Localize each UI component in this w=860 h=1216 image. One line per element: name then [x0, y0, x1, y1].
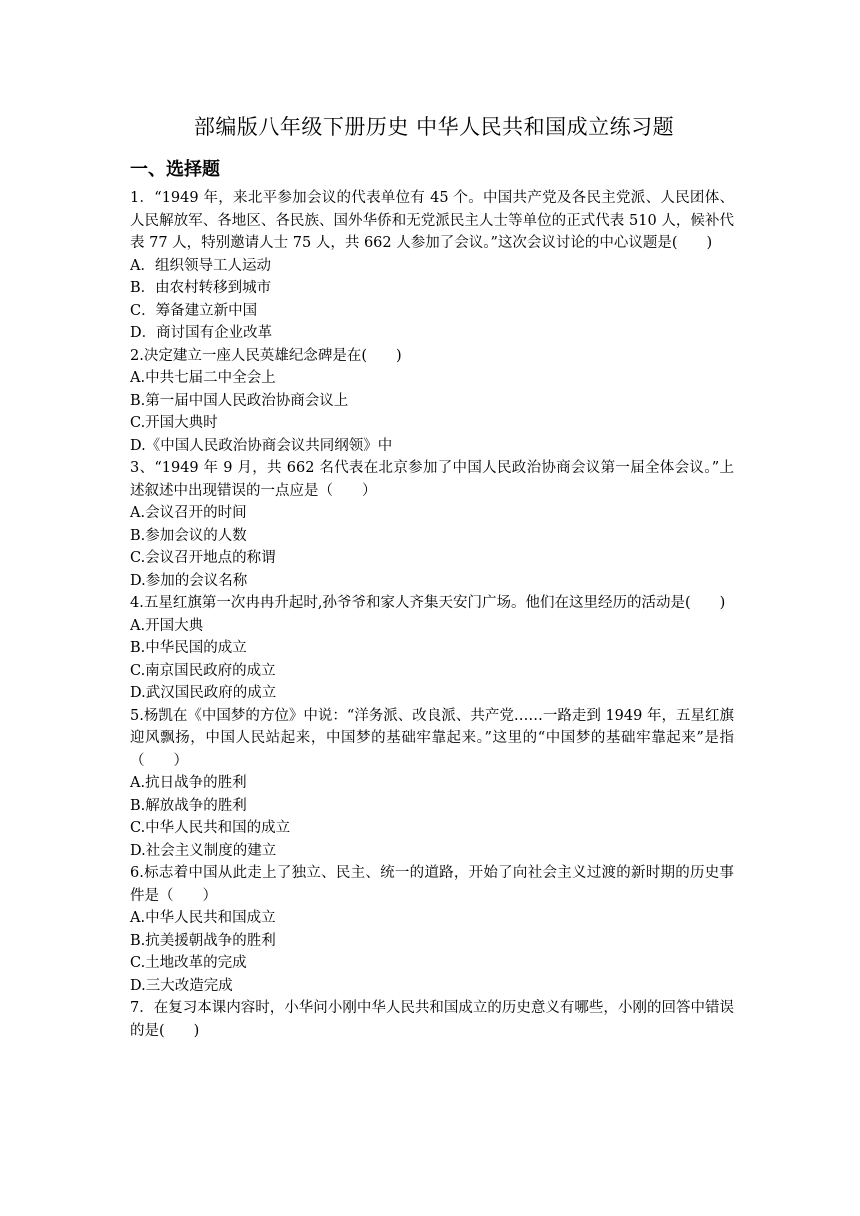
answer-option: B.参加会议的人数 [130, 527, 247, 544]
document-title: 部编版八年级下册历史 中华人民共和国成立练习题 [193, 115, 675, 139]
question-list [130, 187, 734, 1042]
question-7 [130, 997, 734, 1042]
answer-option: D.参加的会议名称 [130, 572, 248, 589]
question-3 [130, 457, 734, 592]
section-heading: 一、选择题 [130, 159, 220, 180]
answer-option: D．商讨国有企业改革 [130, 325, 273, 341]
question-stem: 7．在复习本课内容时，小华问小刚中华人民共和国成立的历史意义有哪些，小刚的回答中错误的是( ) [130, 1000, 734, 1039]
question-stem: 2.决定建立一座人民英雄纪念碑是在( ) [130, 347, 402, 364]
answer-option: C.土地改革的完成 [130, 955, 247, 971]
question-stem: 6.标志着中国从此走上了独立、民主、统一的道路，开始了向社会主义过渡的新时期的历史事件是（ ） [130, 865, 734, 904]
answer-option: A.开国大典 [130, 617, 204, 634]
question-1 [130, 187, 734, 345]
question-stem: 4.五星红旗第一次冉冉升起时,孙爷爷和家人齐集天安门广场。他们在这里经历的活动是( ) [130, 595, 726, 611]
answer-option: A．组织领导工人运动 [130, 257, 271, 274]
answer-option: D.武汉国民政府的成立 [130, 685, 277, 701]
question-6 [130, 862, 734, 997]
answer-option: C.会议召开地点的称谓 [130, 550, 276, 566]
answer-option: B．由农村转移到城市 [130, 280, 272, 296]
question-2 [130, 345, 734, 458]
answer-option: D.《中国人民政治协商会议共同纲领》中 [130, 437, 393, 454]
question-4 [130, 592, 734, 705]
answer-option: D.三大改造完成 [130, 977, 233, 994]
question-stem: 5.杨凯在《中国梦的方位》中说：“洋务派、改良派、共产党……一路走到 1949 年，五星红旗迎风飘扬，中国人民站起来，中国梦的基础牢靠起来。”这里的“中国梦的基础牢靠起来”是指（ ） [130, 707, 734, 769]
answer-option: B.解放战争的胜利 [130, 797, 247, 814]
answer-option: B.中华民国的成立 [130, 640, 247, 656]
answer-option: B.第一届中国人民政治协商会议上 [130, 392, 349, 409]
answer-option: A.中共七届二中全会上 [130, 370, 276, 386]
answer-option: A.中华人民共和国成立 [130, 910, 276, 926]
answer-option: C.开国大典时 [130, 415, 218, 431]
question-stem: 1．“1949 年，来北平参加会议的代表单位有 45 个。中国共产党及各民主党派、人民团体、人民解放军、各地区、各民族、国外华侨和无党派民主人士等单位的正式代表 510 人，候补代表 77 人，特别邀请人士 75 人，共 662 人参加了会议。”这次会议讨论的中心议题是( ) [130, 190, 734, 251]
answer-option: A.抗日战争的胜利 [130, 775, 247, 791]
question-5 [130, 705, 734, 863]
question-stem: 3、“1949 年 9 月，共 662 名代表在北京参加了中国人民政治协商会议第一届全体会议。”上述叙述中出现错误的一点应是（ ） [130, 460, 734, 499]
answer-option: C．筹备建立新中国 [130, 302, 258, 319]
document-page [130, 112, 734, 1042]
answer-option: A.会议召开的时间 [130, 505, 247, 521]
answer-option: C.南京国民政府的成立 [130, 662, 276, 679]
answer-option: B.抗美援朝战争的胜利 [130, 932, 276, 949]
answer-option: C.中华人民共和国的成立 [130, 820, 291, 836]
answer-option: D.社会主义制度的建立 [130, 842, 277, 859]
